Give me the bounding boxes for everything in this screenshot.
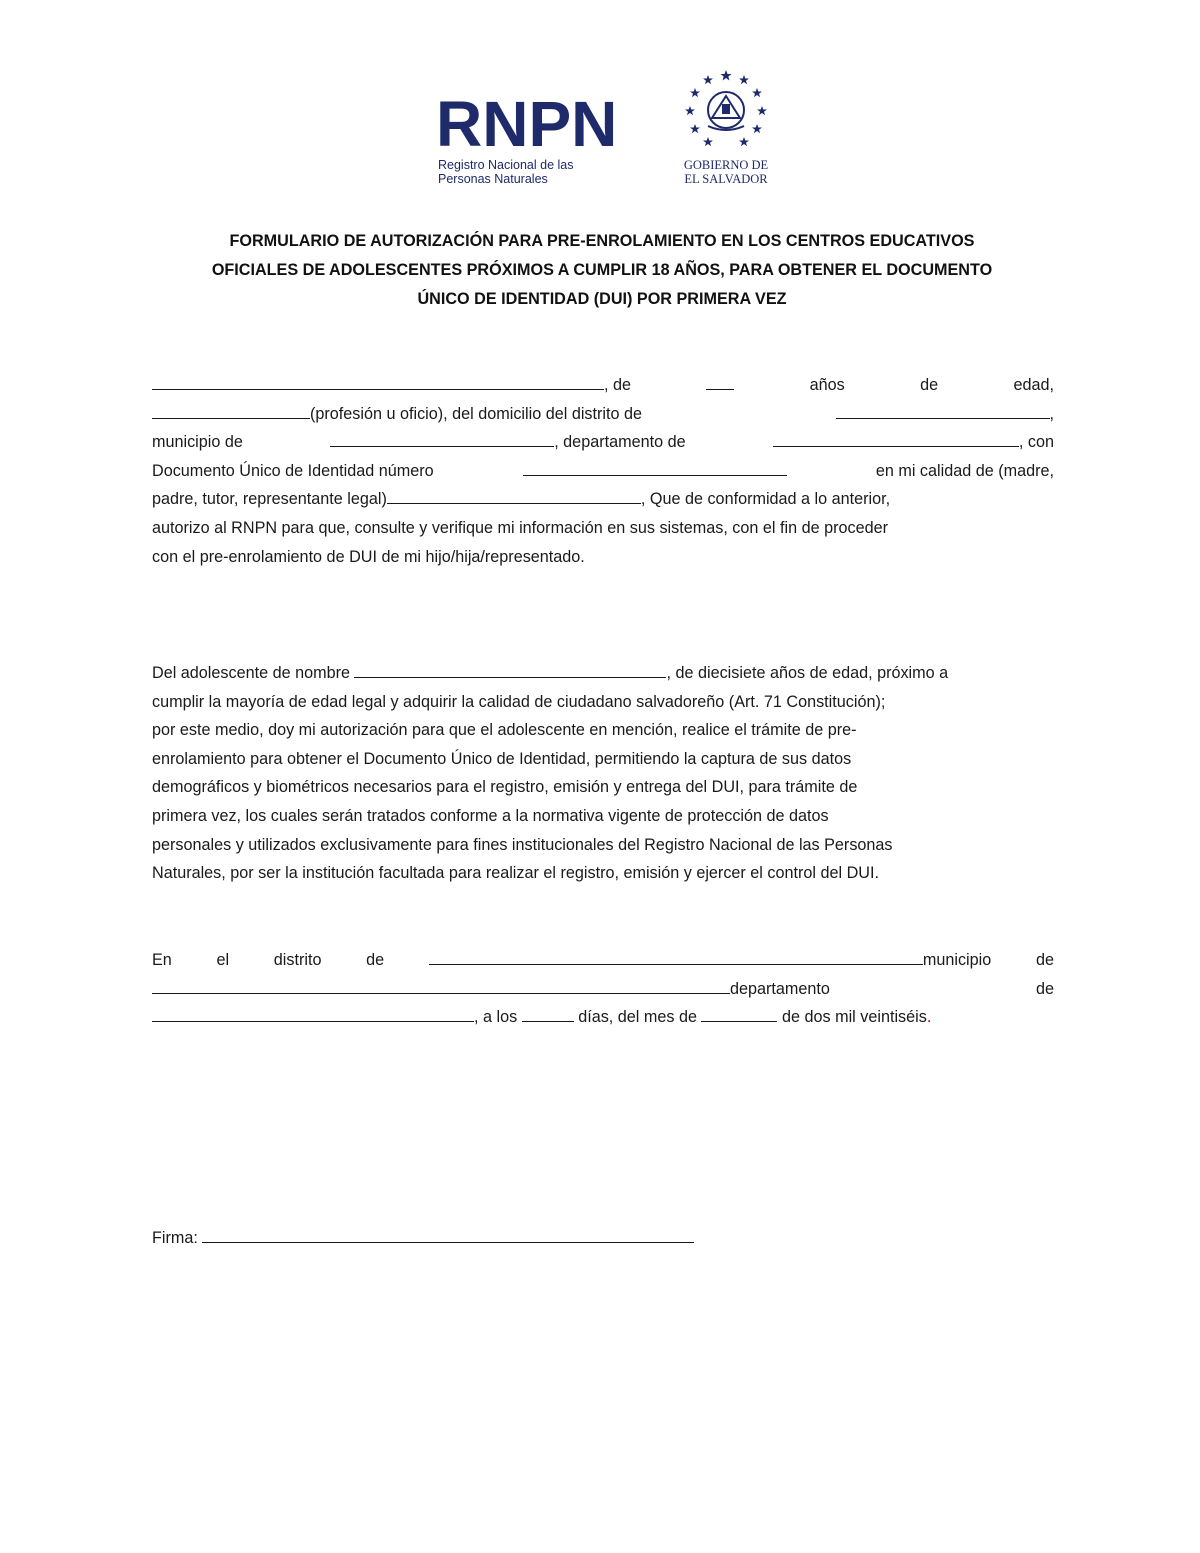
- p1-line-6: [152, 514, 1054, 543]
- p1-line-3: [152, 428, 1054, 457]
- gov-line-1: GOBIERNO DE: [683, 158, 769, 172]
- p1-text: (profesión u oficio), del domicilio del distrito de: [310, 404, 643, 423]
- p3-line-3: [152, 1003, 1054, 1032]
- p2-text: , de diecisiete años de edad, próximo a: [666, 664, 949, 682]
- rnpn-subtitle-line-1: Registro Nacional de las: [438, 158, 574, 172]
- p1-text: , de: [604, 376, 632, 394]
- month-field[interactable]: [701, 1003, 777, 1022]
- p1-text: padre, tutor, representante legal): [152, 490, 387, 509]
- p3-text: de: [1035, 951, 1054, 969]
- profession-field[interactable]: [152, 400, 310, 419]
- p3-text: días, del mes de: [578, 1008, 697, 1027]
- department-field[interactable]: [773, 428, 1019, 447]
- p3-text: de dos mil veintiséis: [781, 1008, 927, 1027]
- p2-line-3: [152, 716, 1054, 745]
- p2-line-7: [152, 831, 1054, 860]
- p1-line-2: [152, 400, 1054, 429]
- p3-line-2: [152, 975, 1054, 1004]
- sign-department-field[interactable]: [152, 1003, 474, 1022]
- p2-text: demográficos y biométricos necesarios para el registro, emisión y entrega del DUI, para trámite de: [152, 778, 858, 797]
- p2-text: Del adolescente de nombre: [152, 664, 350, 682]
- p2-line-5: [152, 773, 1054, 802]
- signature-field[interactable]: [202, 1224, 694, 1243]
- p3-text: de: [366, 951, 385, 969]
- rnpn-logo-word: RNPN: [436, 88, 618, 160]
- p3-text: En: [152, 951, 172, 969]
- p3-text: de: [1035, 979, 1054, 998]
- p1-text: de: [920, 376, 939, 394]
- title-line-1: FORMULARIO DE AUTORIZACIÓN PARA PRE-ENROLAMIENTO EN LOS CENTROS EDUCATIVOS: [229, 232, 975, 250]
- p2-line-8: [152, 859, 1054, 888]
- p3-text: el: [216, 951, 230, 969]
- coat-of-arms-icon: [678, 68, 774, 156]
- p1-text: , departamento de: [554, 433, 686, 452]
- place-date-paragraph: [152, 946, 1054, 1032]
- p3-text: municipio: [922, 951, 992, 969]
- p2-line-1: [152, 659, 1054, 688]
- authorization-paragraph-2: [152, 659, 1054, 888]
- p1-line-4: [152, 457, 1054, 486]
- parent-name-field[interactable]: [152, 371, 604, 390]
- signature-block: [152, 1224, 1054, 1253]
- p2-line-6: [152, 802, 1054, 831]
- day-field[interactable]: [522, 1003, 574, 1022]
- p1-line-5: [152, 485, 1054, 514]
- rnpn-logo: [436, 88, 651, 186]
- gobierno-el-salvador-text: [678, 158, 774, 186]
- p3-period: .: [926, 1008, 932, 1027]
- parent-age-field[interactable]: [706, 371, 734, 390]
- p1-text: , con: [1018, 433, 1054, 452]
- sign-district-field[interactable]: [429, 946, 923, 965]
- p1-text: años: [809, 376, 845, 394]
- p1-text: ,: [1049, 404, 1054, 423]
- p1-text: en mi calidad de (madre,: [875, 461, 1054, 480]
- p1-text: municipio de: [152, 433, 243, 452]
- p2-text: por este medio, doy mi autorización para que el adolescente en mención, realice el trámite de pre-: [152, 721, 857, 740]
- p1-line-1: [152, 371, 1054, 400]
- header-logos: [436, 68, 776, 190]
- p2-text: personales y utilizados exclusivamente para fines institucionales del Registro Nacional de las Personas: [152, 835, 893, 854]
- sign-municipality-field[interactable]: [152, 975, 730, 994]
- p3-line-1: [152, 946, 1054, 975]
- gobierno-el-salvador-logo: [678, 68, 774, 190]
- authorization-paragraph-1: [152, 371, 1054, 571]
- p2-text: Naturales, por ser la institución facultada para realizar el registro, emisión y ejercer el control del DUI.: [152, 864, 879, 883]
- district-field[interactable]: [836, 400, 1050, 419]
- rnpn-subtitle-line-2: Personas Naturales: [438, 172, 548, 186]
- p2-text: enrolamiento para obtener el Documento Único de Identidad, permitiendo la captura de sus datos: [152, 749, 852, 768]
- gov-line-2: EL SALVADOR: [684, 172, 768, 186]
- signature-label: Firma:: [152, 1229, 198, 1247]
- p2-line-2: [152, 688, 1054, 717]
- municipality-field[interactable]: [330, 428, 554, 447]
- rnpn-logo-subtitle: [438, 158, 574, 186]
- p1-text: autorizo al RNPN para que, consulte y verifique mi información en sus sistemas, con el fin de proceder: [152, 518, 888, 537]
- signature-line: [152, 1224, 1054, 1253]
- dui-number-field[interactable]: [523, 457, 787, 476]
- relationship-field[interactable]: [387, 485, 641, 504]
- adolescent-name-field[interactable]: [354, 659, 666, 678]
- p1-text: con el pre-enrolamiento de DUI de mi hijo/hija/representado.: [152, 547, 585, 566]
- title-line-2: OFICIALES DE ADOLESCENTES PRÓXIMOS A CUMPLIR 18 AÑOS, PARA OBTENER EL DOCUMENTO: [211, 261, 993, 279]
- p2-line-4: [152, 745, 1054, 774]
- p1-text: Documento Único de Identidad número: [152, 461, 434, 480]
- p1-line-7: [152, 543, 1054, 572]
- p1-text: edad,: [1013, 376, 1054, 394]
- p3-text: departamento: [730, 979, 830, 998]
- p3-text: , a los: [474, 1008, 518, 1027]
- p3-text: distrito: [273, 951, 322, 969]
- p1-text: , Que de conformidad a lo anterior,: [640, 490, 891, 509]
- p2-text: cumplir la mayoría de edad legal y adquirir la calidad de ciudadano salvadoreño (Art. 71 Constitución);: [152, 692, 886, 711]
- title-line-3: ÚNICO DE IDENTIDAD (DUI) POR PRIMERA VEZ: [417, 290, 787, 308]
- p2-text: primera vez, los cuales serán tratados conforme a la normativa vigente de protección de datos: [152, 806, 829, 825]
- form-title: [150, 227, 1054, 314]
